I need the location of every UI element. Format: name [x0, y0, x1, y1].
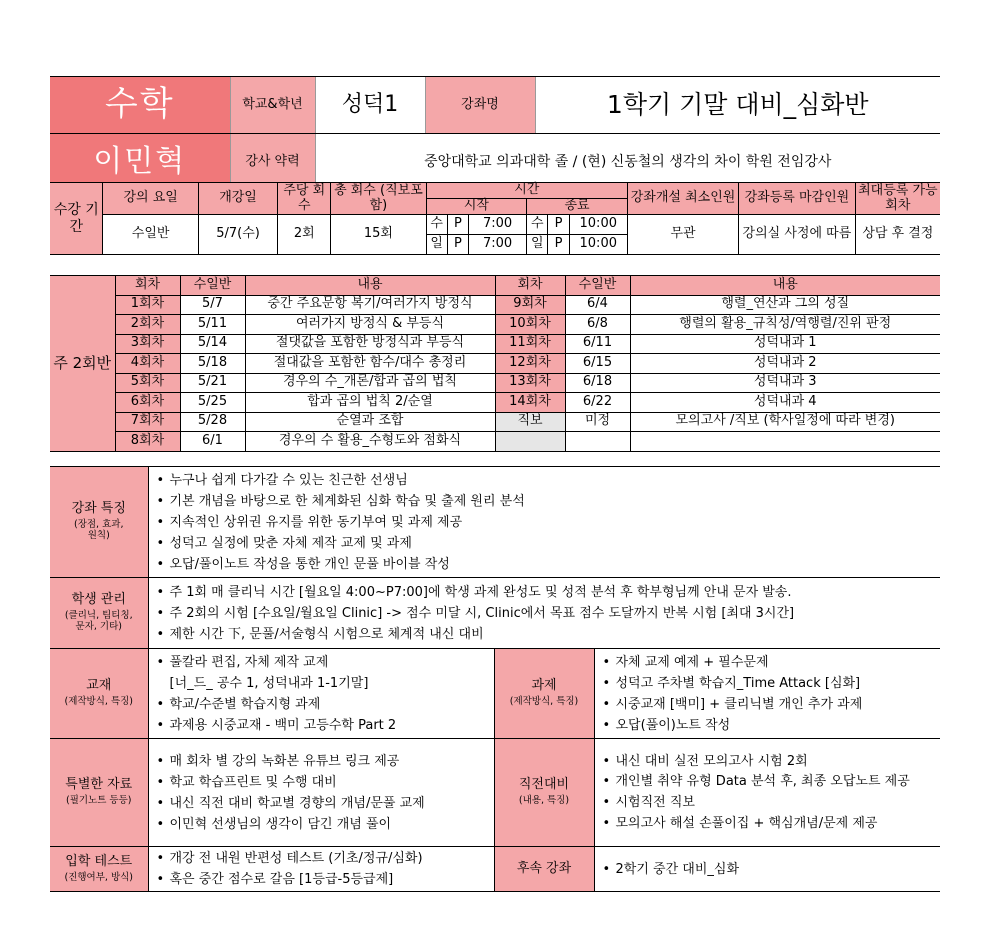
- followup-label: 후속 강좌: [516, 860, 572, 876]
- homework-label-cell: [494, 649, 594, 739]
- time-value: 7:00: [468, 215, 526, 235]
- entry-label: 입학 테스트: [65, 853, 133, 869]
- time-ampm: P: [447, 215, 468, 235]
- final-sub: (내용, 특징): [518, 795, 570, 806]
- special-content: [148, 739, 494, 847]
- homework-item: • 시중교재 [백미] + 클리닉별 개인 추가 과제: [603, 694, 941, 715]
- session-no: 9회차: [495, 295, 565, 315]
- final-item: • 모의고사 해설 손풀이집 + 핵심개념/문제 제공: [603, 813, 941, 834]
- management-content: [148, 578, 940, 649]
- textbook-sub: (제작방식, 특징): [64, 696, 133, 707]
- session-content: 순열과 조합: [245, 412, 495, 432]
- feature-item: • 지속적인 상위권 유지를 위한 동기부여 및 과제 제공: [157, 512, 941, 533]
- feature-item: • 기본 개념을 바탕으로 한 체계화된 심화 학습 및 출제 원리 분석: [157, 491, 941, 512]
- session-no: 12회차: [495, 354, 565, 374]
- max-header: 강좌등록 마감인원: [739, 183, 856, 215]
- session-no-header: 회차: [495, 276, 565, 296]
- session-content: 모의고사 /직보 (학사일정에 따라 변경): [630, 412, 940, 432]
- session-no-header: 회차: [115, 276, 180, 296]
- special-sub: (필기노트 등등): [66, 795, 132, 806]
- session-date: 5/28: [180, 412, 245, 432]
- final-label-cell: [494, 739, 594, 847]
- special-item: • 이민혁 선생님의 생각이 담긴 개념 풀이: [157, 814, 494, 835]
- course-name-value: 1학기 기말 대비_심화반: [535, 77, 940, 134]
- total-value: 15회: [331, 215, 426, 255]
- time-header: 시간: [426, 183, 627, 199]
- session-empty: [495, 432, 565, 452]
- session-no: 7회차: [115, 412, 180, 432]
- teacher-name: 이민혁: [50, 134, 230, 191]
- session-content-header: 내용: [245, 276, 495, 296]
- entry-item: • 혹은 중간 점수로 갈음 [1등급-5등급제]: [157, 869, 494, 890]
- session-no: 8회차: [115, 432, 180, 452]
- management-item: • 제한 시간 下, 문풀/서술형식 시험으로 체계적 내신 대비: [157, 624, 941, 645]
- session-date: 6/22: [565, 393, 630, 413]
- session-content: 합과 곱의 법칙 2/순열: [245, 393, 495, 413]
- session-no: 13회차: [495, 373, 565, 393]
- time-day: 수: [527, 215, 548, 235]
- session-content: 성덕내과 1: [630, 334, 940, 354]
- final-label: 직전대비: [518, 777, 570, 793]
- management-item: • 주 2회의 시험 [수요일/월요일 Clinic] -> 점수 미달 시, Clinic에서 목표 점수 도달까지 반복 시험 [최대 3시간]: [157, 603, 941, 624]
- time-ampm: P: [548, 215, 569, 235]
- session-date: 6/1: [180, 432, 245, 452]
- session-date: 5/25: [180, 393, 245, 413]
- management-label-cell: [50, 578, 148, 649]
- feature-item: • 누구나 쉽게 다가갈 수 있는 친근한 선생님: [157, 470, 941, 491]
- homework-sub: (제작방식, 특징): [509, 696, 579, 707]
- session-date: 6/15: [565, 354, 630, 374]
- special-item: • 매 회차 별 강의 녹화본 유튜브 링크 제공: [157, 751, 494, 772]
- session-date: 6/4: [565, 295, 630, 315]
- features-label-cell: [50, 467, 148, 578]
- time-ampm: P: [548, 235, 569, 255]
- day-value: 수일반: [103, 215, 198, 255]
- sessions-table: [50, 275, 940, 452]
- session-content: 경우의 수 활용_수형도와 점화식: [245, 432, 495, 452]
- session-content: 경우의 수_개론/합과 곱의 법칙: [245, 373, 495, 393]
- special-item: • 학교 학습프린트 및 수행 대비: [157, 772, 494, 793]
- time-end-header: 종료: [527, 199, 628, 215]
- session-content: 행렬의 활용_규칙성/역행렬/진위 판정: [630, 315, 940, 335]
- session-date: 미정: [565, 412, 630, 432]
- course-header: [50, 76, 940, 191]
- session-empty: [565, 432, 630, 452]
- time-value: 10:00: [569, 235, 627, 255]
- session-no: 10회차: [495, 315, 565, 335]
- entry-content: [148, 847, 494, 892]
- session-date: 5/7: [180, 295, 245, 315]
- final-item: • 내신 대비 실전 모의고사 시험 2회: [603, 751, 941, 772]
- schedule-table: [50, 182, 940, 255]
- session-content-header: 내용: [630, 276, 940, 296]
- time-ampm: P: [447, 235, 468, 255]
- session-no: 4회차: [115, 354, 180, 374]
- followup-label-cell: [494, 847, 594, 892]
- textbook-item: • 과제용 시중교재 - 백미 고등수학 Part 2: [157, 715, 494, 736]
- session-no: 2회차: [115, 315, 180, 335]
- feature-item: • 오답/풀이노트 작성을 통한 개인 문풀 바이블 작성: [157, 554, 941, 575]
- homework-content: [594, 649, 940, 739]
- session-date: 6/18: [565, 373, 630, 393]
- special-label-cell: [50, 739, 148, 847]
- session-no: 11회차: [495, 334, 565, 354]
- max-sessions-header: 최대등록 가능회차: [855, 183, 940, 215]
- session-date: 6/8: [565, 315, 630, 335]
- management-label: 학생 관리: [71, 592, 126, 608]
- session-content: 절댓값을 포함한 방정식과 부등식: [245, 334, 495, 354]
- homework-item: • 자체 교제 예제 + 필수문제: [603, 652, 941, 673]
- textbook-item: • 학교/수준별 학습지형 과제: [157, 694, 494, 715]
- textbook-content: [148, 649, 494, 739]
- min-header: 강좌개설 최소인원: [627, 183, 738, 215]
- career-value: 중앙대학교 의과대학 졸 / (현) 신동철의 생각의 차이 학원 전임강사: [315, 134, 940, 191]
- final-item: • 시험직전 직보: [603, 792, 941, 813]
- session-date: 5/11: [180, 315, 245, 335]
- total-header: 총 회수 (직보포함): [331, 183, 426, 215]
- start-date-value: 5/7(수): [198, 215, 277, 255]
- session-content: 성덕내과 3: [630, 373, 940, 393]
- special-item: • 내신 직전 대비 학교별 경향의 개념/문풀 교제: [157, 793, 494, 814]
- final-item: • 개인별 취약 유형 Data 분석 후, 최종 오답노트 제공: [603, 772, 941, 792]
- entry-label-cell: [50, 847, 148, 892]
- session-content: 여러가지 방정식 & 부등식: [245, 315, 495, 335]
- details-table: [50, 466, 940, 892]
- followup-content: [594, 847, 940, 892]
- time-value: 7:00: [468, 235, 526, 255]
- textbook-label: 교재: [86, 678, 112, 694]
- time-start-header: 시작: [426, 199, 527, 215]
- time-day: 수: [426, 215, 447, 235]
- time-day: 일: [527, 235, 548, 255]
- session-no: 5회차: [115, 373, 180, 393]
- entry-item: • 개강 전 내원 반편성 테스트 (기초/정규/심화): [157, 848, 494, 869]
- management-item: • 주 1회 매 클리닉 시간 [월요일 4:00~P7:00]에 학생 과제 완성도 및 성적 분석 후 학부형님께 안내 문자 발송.: [157, 582, 941, 603]
- max-value: 강의실 사정에 따름: [739, 215, 856, 255]
- features-label: 강좌 특징: [71, 501, 126, 517]
- session-date-header: 수일반: [180, 276, 245, 296]
- session-no: 6회차: [115, 393, 180, 413]
- school-grade-value: 성덕1: [315, 77, 425, 134]
- subject-title: 수학: [50, 77, 230, 134]
- session-content: 성덕내과 2: [630, 354, 940, 374]
- weekly-header: 주당 회수: [278, 183, 331, 215]
- period-label: 수강 기간: [50, 183, 103, 255]
- max-sessions-value: 상담 후 결정: [855, 215, 940, 255]
- weekly-value: 2회: [278, 215, 331, 255]
- session-content: 절대값을 포함한 함수/대수 총정리: [245, 354, 495, 374]
- time-day: 일: [426, 235, 447, 255]
- session-date: 5/18: [180, 354, 245, 374]
- day-header: 강의 요일: [103, 183, 198, 215]
- session-no: 3회차: [115, 334, 180, 354]
- session-content: 중간 주요문항 복기/여러가지 방정식: [245, 295, 495, 315]
- homework-item: • 오답(풀이)노트 작성: [603, 715, 941, 736]
- features-sub: (장점, 효과, 원칙): [74, 519, 124, 541]
- final-content: [594, 739, 940, 847]
- session-no: 14회차: [495, 393, 565, 413]
- session-no: 직보: [495, 412, 565, 432]
- followup-item: • 2학기 중간 대비_심화: [603, 859, 941, 880]
- school-grade-label: 학교&학년: [230, 77, 315, 134]
- career-label: 강사 약력: [230, 134, 315, 191]
- special-label: 특별한 자료: [65, 777, 133, 793]
- time-value: 10:00: [569, 215, 627, 235]
- homework-label: 과제: [531, 678, 557, 694]
- homework-item: • 성덕고 주차별 학습지_Time Attack [심화]: [603, 673, 941, 694]
- session-date: 6/11: [565, 334, 630, 354]
- entry-sub: (진행여부, 방식): [64, 871, 133, 883]
- textbook-label-cell: [50, 649, 148, 739]
- management-sub: (클리닉, 팀티칭, 문자, 기타): [64, 610, 133, 632]
- session-date: 5/14: [180, 334, 245, 354]
- textbook-item: [너_드_ 공수 1, 성덕내과 1-1기말]: [169, 675, 369, 691]
- session-content: 성덕내과 4: [630, 393, 940, 413]
- session-no: 1회차: [115, 295, 180, 315]
- session-date-header: 수일반: [565, 276, 630, 296]
- session-date: 5/21: [180, 373, 245, 393]
- course-name-label: 강좌명: [425, 77, 535, 134]
- features-content: [148, 467, 940, 578]
- start-date-header: 개강일: [198, 183, 277, 215]
- session-content: 행렬_연산과 그의 성질: [630, 295, 940, 315]
- textbook-item: • 풀칼라 편집, 자체 제작 교제: [157, 652, 494, 673]
- min-value: 무관: [627, 215, 738, 255]
- session-empty: [630, 432, 940, 452]
- sessions-side-label: 주 2회반: [50, 276, 115, 452]
- feature-item: • 성덕고 실정에 맞춘 자체 제작 교제 및 과제: [157, 533, 941, 554]
